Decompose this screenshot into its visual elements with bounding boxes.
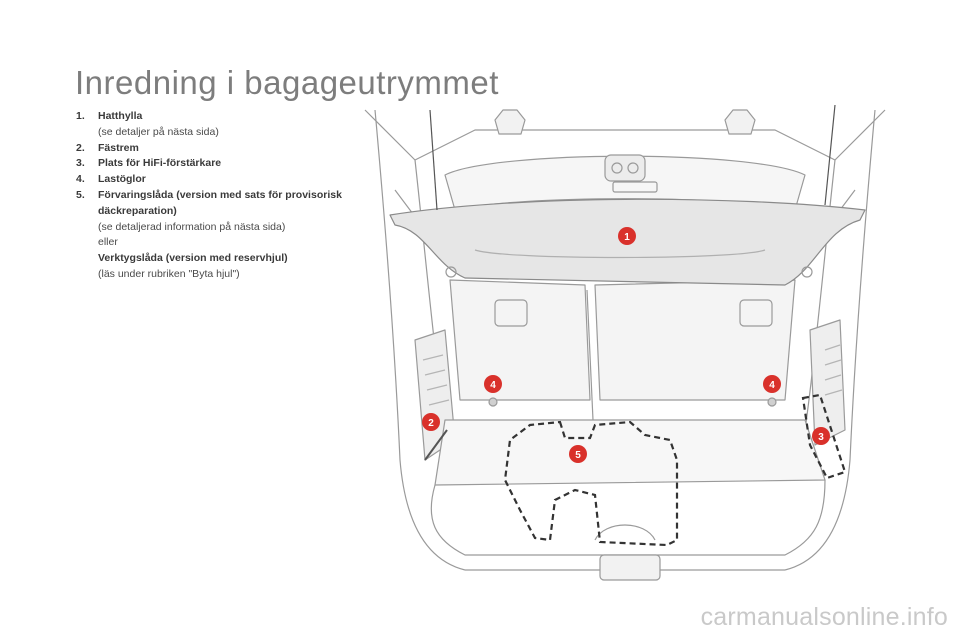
legend-item-3 bbox=[76, 156, 366, 172]
legend-number: 2. bbox=[76, 141, 85, 154]
legend-item-5 bbox=[76, 188, 366, 283]
callout-4-text: 4 bbox=[769, 380, 775, 391]
callout-5-text: 5 bbox=[575, 450, 581, 461]
legend-note-or: eller bbox=[98, 236, 118, 249]
legend-number: 1. bbox=[76, 110, 85, 122]
legend-list bbox=[76, 109, 366, 283]
legend-number: 3. bbox=[76, 157, 85, 170]
callout-2 bbox=[422, 413, 440, 431]
callout-5 bbox=[569, 445, 587, 463]
legend-number: 4. bbox=[76, 173, 85, 186]
legend-note: (se detaljerad information på nästa sida) bbox=[98, 220, 286, 233]
callout-4-left bbox=[484, 375, 502, 393]
watermark: carmanualsonline.info bbox=[700, 603, 948, 631]
legend-label: Fästrem bbox=[98, 141, 139, 154]
callout-3 bbox=[812, 427, 830, 445]
legend-note: (läs under rubriken "Byta hjul") bbox=[98, 267, 240, 280]
callout-1 bbox=[618, 227, 636, 245]
legend-number: 5. bbox=[76, 188, 85, 201]
legend-label: Förvaringslåda (version med sats för provisorisk däckreparation) bbox=[98, 188, 342, 217]
trunk-illustration bbox=[355, 100, 895, 590]
callout-4-text: 4 bbox=[490, 380, 496, 391]
legend-label: Hatthylla bbox=[98, 110, 143, 122]
callout-4-right bbox=[763, 375, 781, 393]
callout-1-text: 1 bbox=[624, 232, 630, 243]
legend-item-4 bbox=[76, 172, 366, 188]
page-title: Inredning i bagageutrymmet bbox=[75, 64, 499, 101]
legend-label: Plats för HiFi-förstärkare bbox=[98, 157, 222, 170]
legend-item-1 bbox=[76, 109, 366, 141]
callout-3-text: 3 bbox=[818, 432, 824, 443]
callout-2-text: 2 bbox=[428, 418, 434, 429]
legend-label-alt: Verktygslåda (version med reservhjul) bbox=[98, 252, 288, 265]
legend-label: Lastöglor bbox=[98, 173, 146, 186]
legend-note: (se detaljer på nästa sida) bbox=[98, 125, 219, 138]
legend-item-2 bbox=[76, 141, 366, 157]
